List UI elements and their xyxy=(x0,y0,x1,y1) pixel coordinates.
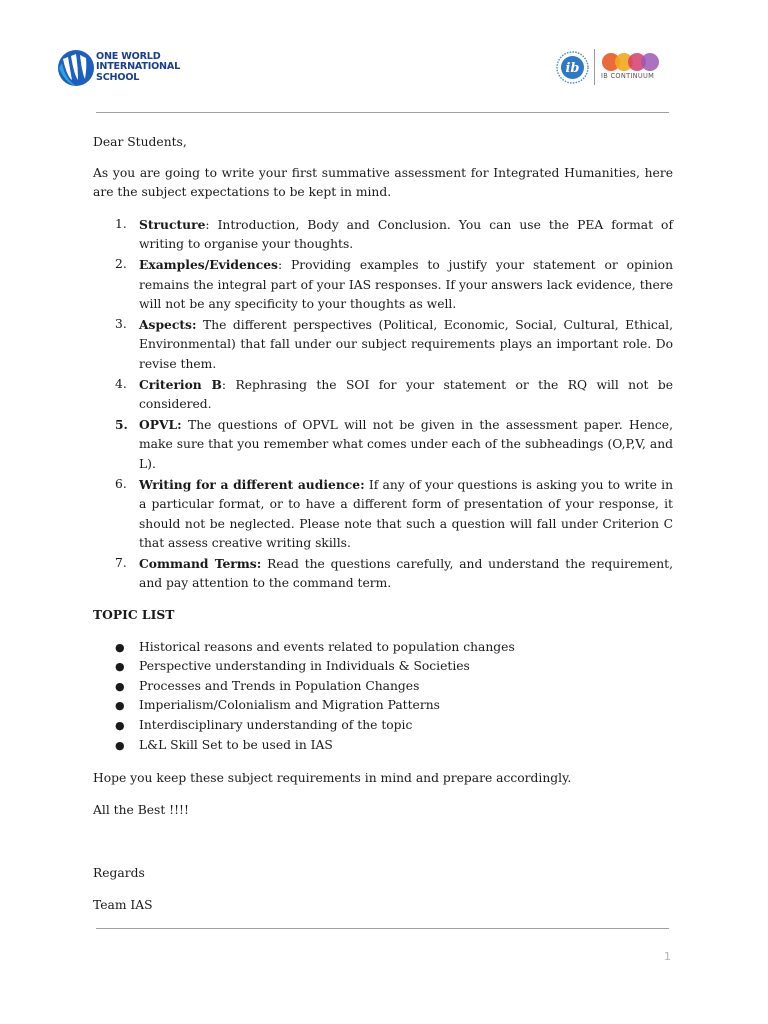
item-term: Structure xyxy=(139,216,206,232)
topic-item xyxy=(93,677,673,697)
ib-logo-text: ib xyxy=(565,61,580,76)
topic-text: Processes and Trends in Population Changes xyxy=(139,678,420,693)
expectation-item xyxy=(93,315,673,375)
bullet-icon: ● xyxy=(115,719,125,733)
school-logo-line: ONE WORLD xyxy=(96,51,161,62)
logo-divider xyxy=(594,49,595,85)
topic-item xyxy=(93,696,673,716)
item-text: If any of your questions is asking you to write in a particular format, or to have a different form of presentation of your response, it should not be neglected. Please note that such a question will fall under Criterion C that assess creative writing skills. xyxy=(139,477,673,551)
bullet-icon: ● xyxy=(115,640,125,654)
topic-item xyxy=(93,657,673,677)
ib-continuum-dots-icon xyxy=(601,51,661,73)
topic-text: Imperialism/Colonialism and Migration Patterns xyxy=(139,698,440,713)
item-number: 5. xyxy=(115,416,128,432)
school-globe-icon xyxy=(57,49,95,87)
expectation-item xyxy=(93,415,673,475)
expectation-item xyxy=(93,375,673,415)
item-term: Command Terms: xyxy=(139,555,262,571)
topic-list-heading: TOPIC LIST xyxy=(93,607,175,623)
best-wishes: All the Best !!!! xyxy=(93,802,189,817)
header-divider xyxy=(96,112,669,113)
topic-item xyxy=(93,716,673,736)
item-text: Read the questions carefully, and understand the requirement, and pay attention to the command term. xyxy=(139,556,673,591)
topic-text: Interdisciplinary understanding of the topic xyxy=(139,718,413,733)
item-text: : Providing examples to justify your statement or opinion remains the integral part of your IAS responses. If your answers lack evidence, there will not be any specificity to your thoughts as well. xyxy=(139,257,673,312)
item-term: OPVL: xyxy=(139,416,182,432)
item-number: 7. xyxy=(115,555,127,570)
topic-text: Perspective understanding in Individuals & Societies xyxy=(139,659,470,674)
footer-divider xyxy=(96,928,669,929)
expectation-item xyxy=(93,255,673,315)
item-number: 3. xyxy=(115,316,127,331)
topic-text: Historical reasons and events related to population changes xyxy=(139,639,515,654)
topic-text: L&L Skill Set to be used in IAS xyxy=(139,737,333,752)
page-number: 1 xyxy=(664,950,671,963)
ib-logo xyxy=(556,49,666,85)
signature: Team IAS xyxy=(93,898,153,912)
item-term: Writing for a different audience: xyxy=(139,476,365,492)
ib-world-school-icon xyxy=(556,51,589,84)
expectation-item xyxy=(93,554,673,594)
school-logo-line: INTERNATIONAL xyxy=(96,61,181,73)
page-header xyxy=(0,0,768,112)
school-logo xyxy=(57,49,187,87)
item-text: The different perspectives (Political, Economic, Social, Cultural, Ethical, Environmental) that fall under our subject requirements plays an important role. Do revise them. xyxy=(139,317,673,371)
greeting: Dear Students, xyxy=(93,135,187,149)
topic-item xyxy=(93,638,673,658)
topic-list xyxy=(93,638,673,756)
intro-paragraph: As you are going to write your first summative assessment for Integrated Humanities, here are the subject expectations to be kept in mind. xyxy=(93,165,673,200)
school-logo-line: SCHOOL xyxy=(96,71,140,83)
closing-paragraph: Hope you keep these subject requirements in mind and prepare accordingly. xyxy=(93,771,572,786)
item-number: 6. xyxy=(115,476,127,491)
letter-body xyxy=(93,133,673,916)
bullet-icon: ● xyxy=(115,679,125,693)
ib-continuum-label: IB CONTINUUM xyxy=(601,72,655,80)
bullet-icon: ● xyxy=(115,699,125,713)
item-term: Aspects: xyxy=(139,316,197,332)
item-text: : Introduction, Body and Conclusion. You can use the PEA format of writing to organise your thoughts. xyxy=(139,217,673,252)
item-text: : Rephrasing the SOI for your statement or the RQ will not be considered. xyxy=(139,377,673,412)
item-number: 1. xyxy=(115,216,127,231)
regards: Regards xyxy=(93,866,145,881)
expectation-item xyxy=(93,215,673,255)
item-number: 4. xyxy=(115,376,127,391)
topic-item xyxy=(93,736,673,756)
item-term: Examples/Evidences xyxy=(139,256,278,272)
school-wordmark xyxy=(96,52,191,83)
item-text: The questions of OPVL will not be given in the assessment paper. Hence, make sure that you remember what comes under each of the subheadings (O,P,V, and L). xyxy=(139,417,673,471)
bullet-icon: ● xyxy=(115,660,125,674)
bullet-icon: ● xyxy=(115,738,125,752)
item-term: Criterion B xyxy=(139,376,222,392)
item-number: 2. xyxy=(115,256,127,271)
expectation-item xyxy=(93,475,673,554)
expectations-list xyxy=(93,215,673,594)
